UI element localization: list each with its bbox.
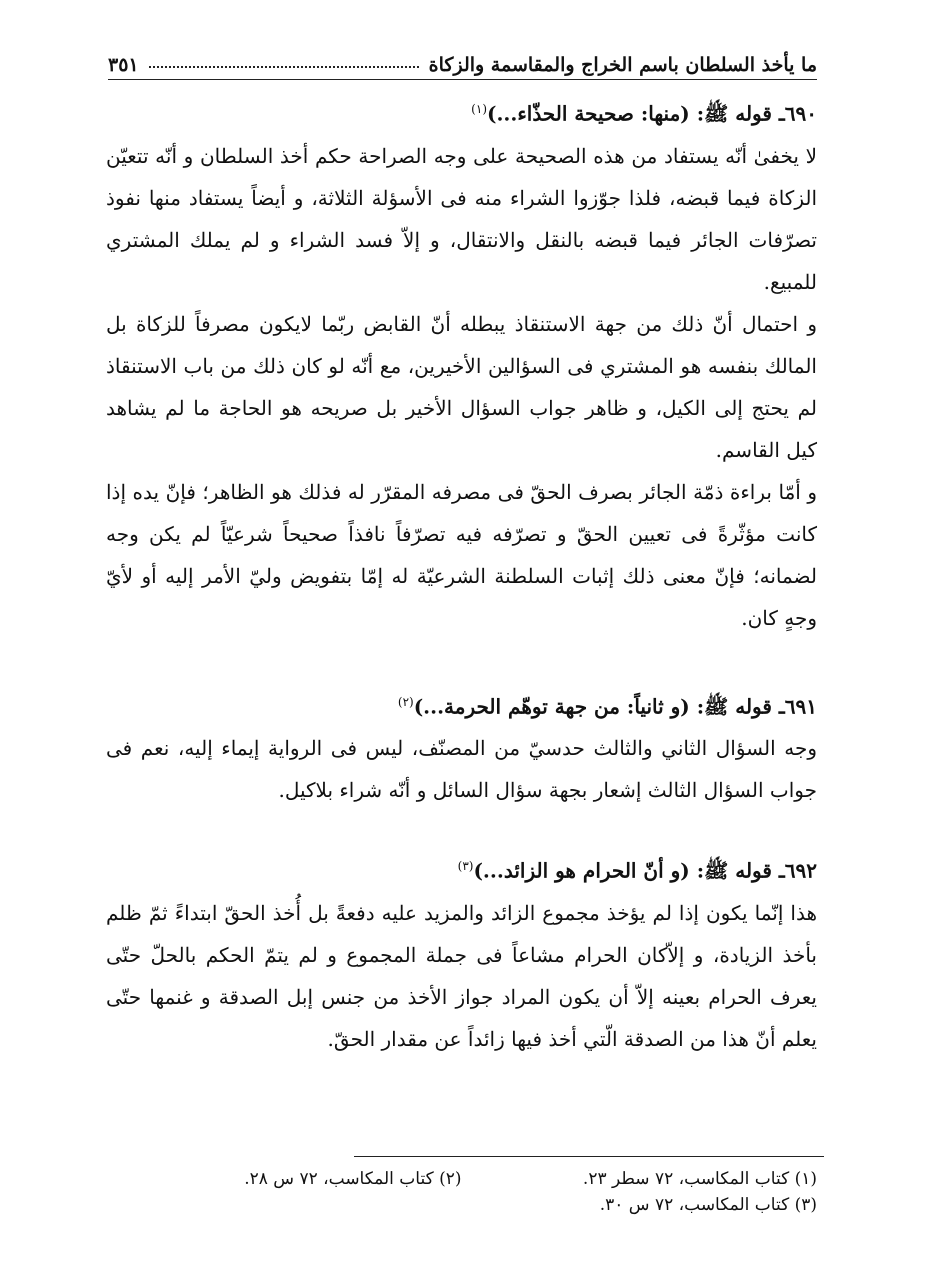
footnote-2: (٢) كتاب المكاسب، ٧٢ س ٢٨. <box>244 1169 462 1189</box>
footnotes <box>106 1166 817 1218</box>
footnote-1: (١) كتاب المكاسب، ٧٢ سطر ٢٣. <box>582 1169 817 1189</box>
paragraph: هذا إنّما يكون إذا لم يؤخذ مجموع الزائد والمزيد عليه دفعةً بل أُخذ الحقّ ابتداءً ثمّ ظلم بأخذ الزيادة، و إلاّكان الحرام مشاعاً فى جملة المجموع و لم يتمّ الحكم بالحلّ حتّى يعرف الحرام بعينه إلاّ أن يكون المراد جواز الأخذ من جنس إبل الصدقة و غنمها حتّى يعلم أنّ هذا من الصدقة الّتي أخذ فيها زائداً عن مقدار الحقّ. <box>106 900 817 1051</box>
paragraph: لا يخفىٰ أنّه يستفاد من هذه الصحيحة على وجه الصراحة حكم أخذ السلطان و أنّه تتعيّن الزكاة فيما قبضه، فلذا جوّزوا الشراء منه فى الأسؤلة الثلاثة، و أيضاً يستفاد منها نفوذ تصرّفات الجائر فيما قبضه بالنقل والانتقال، و إلاّ فسد الشراء و لم يملك المشتري للمبيع. <box>106 143 818 294</box>
footnote-row <box>106 1166 817 1192</box>
section-heading: ٦٩١ـ قوله ﷺ: (و ثانياً: من جهة توهّم الحرمة...)$^{(٢)}$ <box>397 694 817 719</box>
main-text <box>106 88 817 1060</box>
footnote-ref: (١) <box>471 102 487 116</box>
footnote-rule <box>354 1156 824 1157</box>
paragraph: و أمّا براءة ذمّة الجائر بصرف الحقّ فى مصرفه المقرّر له فذلك هو الظاهر؛ فإنّ يده إذا كانت مؤثّرةً فى تعيين الحقّ و تصرّفه فيه تصرّفاً نافذاً صحيحاً شرعيّاً لم يكن وجه لضمانه؛ فإنّ معنى ذلك إثبات السلطنة الشرعيّة له إمّا بتفويض وليّ الأمر إليه أو لأيّ وجهٍ كان. <box>106 479 817 630</box>
footnote-row <box>106 1192 817 1218</box>
running-header <box>108 42 817 76</box>
header-dot-leader <box>149 66 419 68</box>
page-number: ٣٥١ <box>108 54 139 76</box>
paragraph: وجه السؤال الثاني والثالث حدسيّ من المصنّف، ليس فى الرواية إيماء إليه، نعم فى جواب السؤال الثالث إشعار بجهة سؤال السائل و أنّه شراء بلاكيل. <box>106 736 817 803</box>
section-spacer <box>106 811 817 845</box>
footnote-ref: (٣) <box>457 859 474 874</box>
header-rule <box>108 79 817 80</box>
section-heading: ٦٩٢ـ قوله ﷺ: (و أنّ الحرام هو الزائد...)$^{(٣)}$ <box>457 858 817 883</box>
footnote-3: (٣) كتاب المكاسب، ٧٢ س ٣٠. <box>599 1195 817 1215</box>
header-title: ما يأخذ السلطان باسم الخراج والمقاسمة والزكاة <box>428 54 817 76</box>
section-spacer <box>106 639 817 681</box>
section-heading: ٦٩٠ـ قوله ﷺ: (منها: صحيحة الحذّاء...)$^{(١)}$ <box>471 101 817 126</box>
footnote-ref: (٢) <box>397 694 414 709</box>
paragraph: و احتمال أنّ ذلك من جهة الاستنقاذ يبطله أنّ القابض ربّما لايكون مصرفاً للزكاة بل المالك بنفسه هو المشتري فى السؤالين الأخيرين، مع أنّه لو كان ذلك من باب الاستنقاذ لم يحتج إلى الكيل، و ظاهر جواب السؤال الأخير بل صريحه هو الحاجة ما لم يشاهد كيل القاسم. <box>106 311 817 462</box>
